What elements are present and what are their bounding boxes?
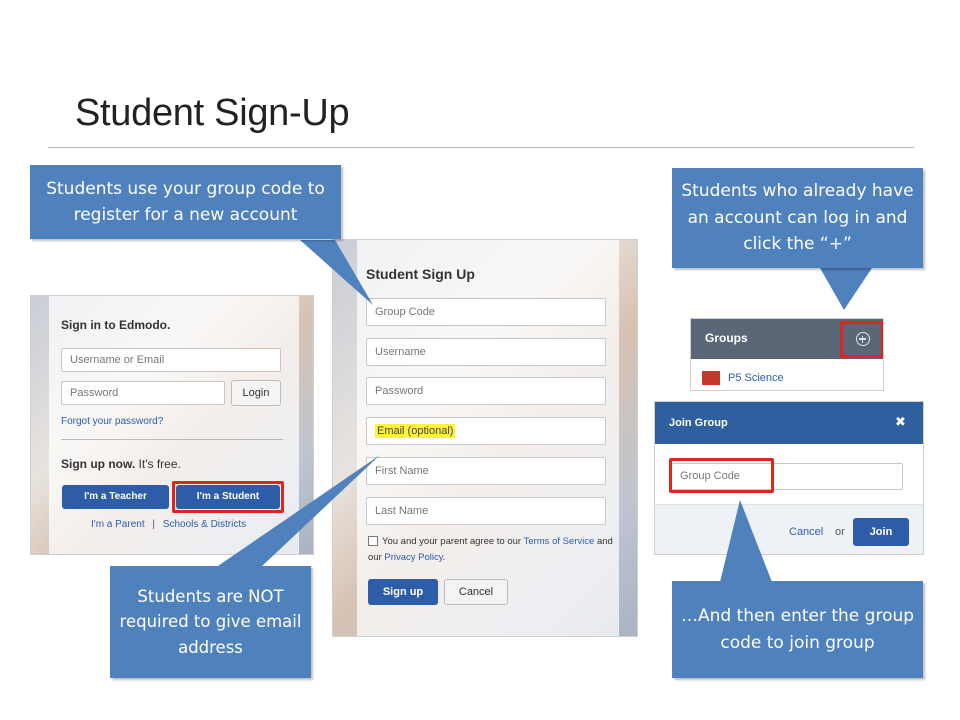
pointer-existing-account (820, 268, 872, 310)
schools-link[interactable]: Schools & Districts (162, 519, 247, 530)
pointer-not-required (215, 455, 380, 568)
slide-title: Student Sign-Up (75, 92, 350, 134)
join-group-title: Join Group (669, 417, 728, 429)
signin-heading: Sign in to Edmodo. (61, 318, 171, 332)
join-or-text: or (835, 526, 845, 538)
cancel-button[interactable]: Cancel (444, 579, 508, 605)
username-placeholder: Username or Email (70, 354, 165, 366)
student-button[interactable]: I'm a Student (176, 485, 280, 509)
callout-group-code: Students use your group code to register for a new account (30, 165, 341, 239)
signup-prompt-bold: Sign up now. (61, 457, 136, 471)
signup-prompt-rest: It's free. (135, 457, 181, 471)
agree-end: . (442, 552, 446, 563)
group-code-placeholder: Group Code (375, 306, 435, 318)
email-placeholder: Email (optional) (377, 425, 454, 437)
callout-not-required: Students are NOT required to give email address (110, 566, 311, 678)
callout-existing-account: Students who already have an account can log in and click the “+” (672, 168, 923, 268)
forgot-password-link[interactable]: Forgot your password? (61, 416, 164, 427)
signup-heading: Student Sign Up (366, 266, 475, 282)
parent-link[interactable]: I'm a Parent (91, 519, 145, 530)
close-icon[interactable]: ✖ (895, 414, 906, 429)
last-name-placeholder: Last Name (375, 505, 429, 517)
footer-separator: | (152, 519, 155, 530)
join-cancel-link[interactable]: Cancel (789, 526, 824, 538)
password-placeholder: Password (375, 385, 424, 397)
pointer-enter-code (720, 500, 772, 582)
privacy-link[interactable]: Privacy Policy (384, 552, 443, 563)
teacher-button[interactable]: I'm a Teacher (62, 485, 169, 509)
join-button[interactable]: Join (853, 518, 909, 546)
groups-header-label: Groups (705, 331, 748, 345)
group-item-label: P5 Science (728, 372, 784, 384)
terms-link[interactable]: Terms of Service (523, 536, 595, 547)
login-button[interactable]: Login (231, 380, 281, 406)
username-placeholder: Username (375, 346, 426, 358)
password-placeholder: Password (70, 387, 119, 399)
pointer-group-code (300, 240, 373, 305)
callout-enter-code: …And then enter the group code to join group (672, 581, 923, 678)
agree-start: You and your parent agree to our (382, 536, 524, 547)
agree-mid: and our (368, 536, 613, 563)
first-name-placeholder: First Name (375, 465, 429, 477)
join-group-code-placeholder: Group Code (680, 470, 740, 482)
signup-button[interactable]: Sign up (368, 579, 438, 605)
